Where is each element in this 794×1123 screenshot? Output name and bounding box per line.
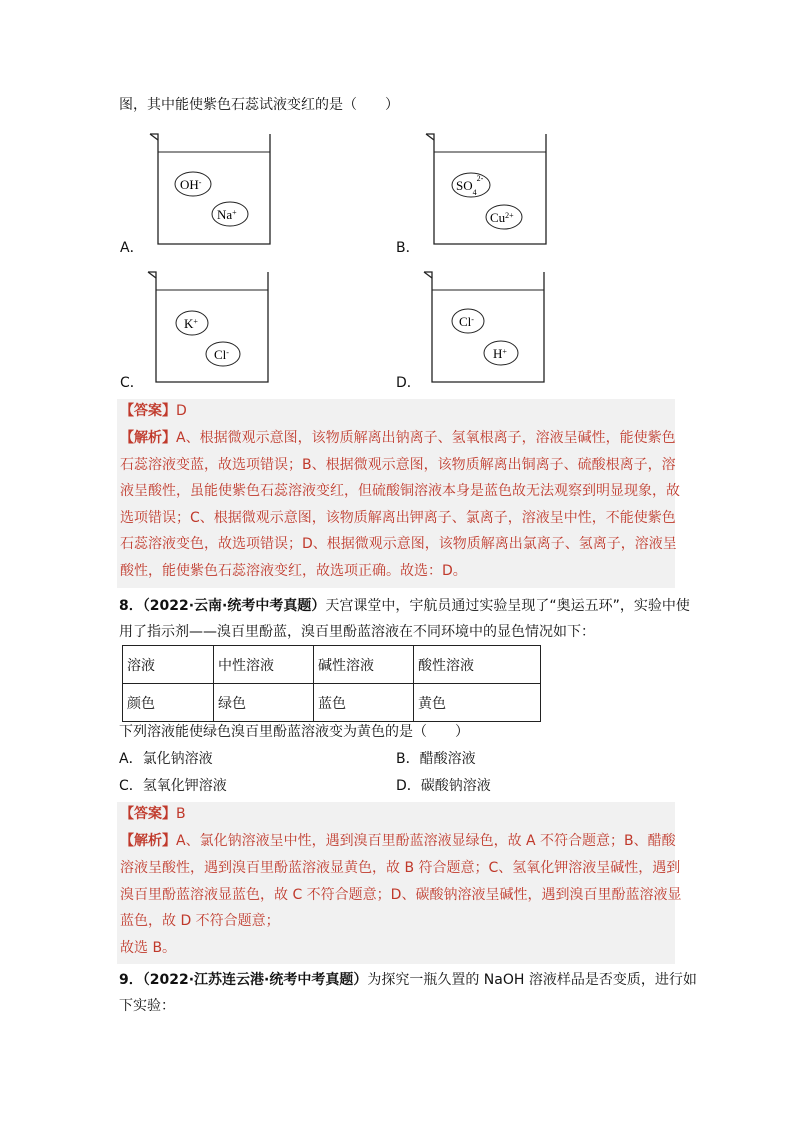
table-cell: 蓝色	[314, 684, 414, 722]
table-cell: 中性溶液	[214, 646, 314, 684]
q7-option-a-label: A．	[120, 240, 144, 256]
q7-option-d-label: D．	[396, 375, 421, 391]
q8-option-d: D．碳酸钠溶液	[396, 778, 491, 794]
ion-b2: $Cu^{2+}$	[490, 210, 514, 225]
q8-answer: 【答案】B	[120, 806, 186, 822]
q7-answer-block	[117, 399, 680, 588]
q7-analysis-line-2: 石蕊溶液变蓝，故选项错误；B、根据微观示意图，该物质解离出铜离子、硫酸根离子，溶	[120, 457, 676, 473]
beaker-a	[148, 128, 274, 246]
q8-option-b: B．醋酸溶液	[396, 751, 476, 767]
beaker-c	[146, 266, 272, 384]
table-row	[123, 684, 541, 722]
indicator-table	[122, 645, 541, 722]
q8-analysis-line-4: 蓝色，故 D 不符合题意；	[120, 913, 280, 929]
table-cell: 溶液	[123, 646, 214, 684]
ion-d2: H+	[493, 346, 507, 361]
q9-stem-line-1: 9．（2022·江苏连云港·统考中考真题）为探究一瓶久置的 NaOH 溶液样品是否变质，进行如	[119, 972, 697, 988]
table-cell: 黄色	[414, 684, 541, 722]
q7-analysis-line-6: 酸性，能使紫色石蕊溶液变红，故选项正确。故选：D。	[120, 563, 467, 579]
table-row	[123, 646, 541, 684]
q7-stem: 图，其中能使紫色石蕊试液变红的是（ ）	[119, 97, 399, 113]
table-cell: 酸性溶液	[414, 646, 541, 684]
q9-stem-line-2: 下实验：	[119, 998, 175, 1014]
q8-option-a: A．氯化钠溶液	[119, 751, 213, 767]
q7-option-b-label: B．	[396, 240, 420, 256]
ion-c1: K+	[184, 316, 198, 331]
ion-b1: $SO_4^{2-}$	[456, 174, 484, 197]
ion-a1: OH-	[180, 177, 202, 192]
q8-analysis-line-1: 【解析】A、氯化钠溶液呈中性，遇到溴百里酚蓝溶液显绿色，故 A 不符合题意；B、醋酸	[120, 833, 676, 849]
q8-option-c: C．氢氧化钾溶液	[119, 778, 227, 794]
table-cell: 绿色	[214, 684, 314, 722]
q7-answer: 【答案】D	[120, 403, 187, 419]
q8-stem-line-1: 8．（2022·云南·统考中考真题）天宫课堂中，宇航员通过实验呈现了“奥运五环”，实验中使	[119, 598, 690, 614]
q7-analysis-line-4: 选项错误；C、根据微观示意图，该物质解离出钾离子、氯离子，溶液呈中性，不能使紫色	[120, 510, 676, 526]
q8-analysis-line-2: 溶液呈酸性，遇到溴百里酚蓝溶液显黄色，故 B 符合题意；C、氢氧化钾溶液呈碱性，遇到	[120, 860, 681, 876]
q7-analysis-line-3: 液呈酸性，虽能使紫色石蕊溶液变红，但硫酸铜溶液本身是蓝色故无法观察到明显现象，故	[120, 483, 680, 499]
q8-stem-line-2: 用了指示剂——溴百里酚蓝，溴百里酚蓝溶液在不同环境中的显色情况如下：	[119, 624, 595, 640]
q8-answer-block	[117, 802, 682, 964]
q8-analysis-line-5: 故选 B。	[120, 940, 177, 956]
q8-question: 下列溶液能使绿色溴百里酚蓝溶液变为黄色的是（ ）	[119, 724, 469, 740]
table-cell: 颜色	[123, 684, 214, 722]
q7-option-c-label: C．	[120, 375, 144, 391]
ion-a2: Na+	[217, 207, 237, 222]
ion-c2: Cl-	[214, 347, 229, 362]
beaker-b	[424, 128, 550, 246]
q7-analysis-line-1: 【解析】A、根据微观示意图，该物质解离出钠离子、氢氧根离子，溶液呈碱性，能使紫色	[120, 430, 676, 446]
table-cell: 碱性溶液	[314, 646, 414, 684]
beaker-d	[422, 266, 548, 384]
q8-analysis-line-3: 溴百里酚蓝溶液显蓝色，故 C 不符合题意；D、碳酸钠溶液呈碱性，遇到溴百里酚蓝溶液显	[120, 887, 682, 903]
q7-analysis-line-5: 石蕊溶液变色，故选项错误；D、根据微观示意图，该物质解离出氯离子、氢离子，溶液呈	[120, 536, 677, 552]
ion-d1: Cl-	[459, 314, 474, 329]
